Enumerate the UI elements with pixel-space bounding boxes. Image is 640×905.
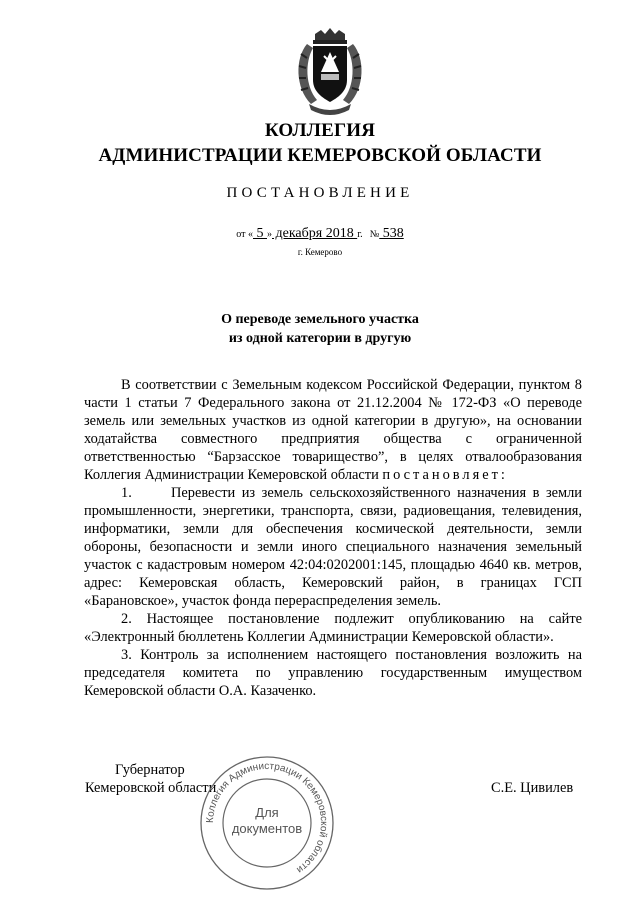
number-label: № — [369, 229, 380, 240]
signatory-name: С.Е. Цивилев — [491, 780, 574, 796]
date-mid: » — [267, 229, 272, 240]
city: г. Кемерово — [297, 247, 343, 257]
org-name-line2: АДМИНИСТРАЦИИ КЕМЕРОВСКОЙ ОБЛАСТИ — [98, 145, 542, 166]
date-year-suffix: г. — [357, 229, 363, 240]
org-name-line1: КОЛЛЕГИЯ — [264, 120, 376, 141]
document-number: 538 — [379, 226, 404, 241]
official-stamp — [198, 754, 336, 892]
date-prefix: от « — [236, 229, 253, 240]
paragraph-item-2: 2. Настоящее постановление подлежит опубликованию на сайте «Электронный бюллетень Коллегии Администрации Кемеровской области». — [84, 611, 582, 645]
date-number-line — [0, 226, 640, 242]
date-month-year: декабря 2018 — [272, 226, 358, 241]
title-line2: из одной категории в другую — [228, 331, 412, 346]
coat-of-arms-emblem — [291, 28, 369, 118]
preamble-decree-word: постановляет: — [382, 467, 508, 483]
signatory-position-line1: Губернатор — [115, 762, 185, 778]
preamble-text: В соответствии с Земельным кодексом Российской Федерации, пунктом 8 части 1 статьи 7 Федерального закона от 21.12.2004 № 172-ФЗ «О переводе земель или земельных участков из одной категории в другую», на основании ходатайства совместного предприятия общества с ограниченной ответственностью “Барзасское товарищество”, в целях отвалообразования Коллегия Администрации Кемеровской области — [84, 377, 582, 483]
paragraph-item-1: 1. Перевести из земель сельскохозяйственного назначения в земли промышленности, энергетики, транспорта, связи, радиовещания, телевидения, информатики, земли для обеспечения космической деятельности, земли обороны, безопасности и земли иного специального назначения земельный участок с кадастровым номером 42:04:0202001:145, площадью 4640 кв. метров, адрес: Кемеровская область, Кемеровский район, в границах ГСП «Барановское», участок фонда перераспределения земель. — [84, 485, 586, 609]
paragraph-item-3: 3. Контроль за исполнением настоящего постановления возложить на председателя комитета по управлению государственным имуществом Кемеровской области О.А. Казаченко. — [84, 647, 582, 699]
stamp-center-line1: Для — [255, 805, 279, 820]
paragraph-preamble — [84, 376, 582, 484]
stamp-center-line2: документов — [231, 821, 303, 836]
document-body — [84, 376, 586, 700]
title-line1: О переводе земельного участка — [221, 312, 419, 327]
stamp-ring-text: Коллегия Администрации Кемеровской области — [204, 760, 330, 876]
date-day: 5 — [253, 226, 267, 241]
document-type: ПОСТАНОВЛЕНИЕ — [226, 185, 414, 201]
signatory-position-line2: Кемеровской области — [85, 780, 217, 796]
